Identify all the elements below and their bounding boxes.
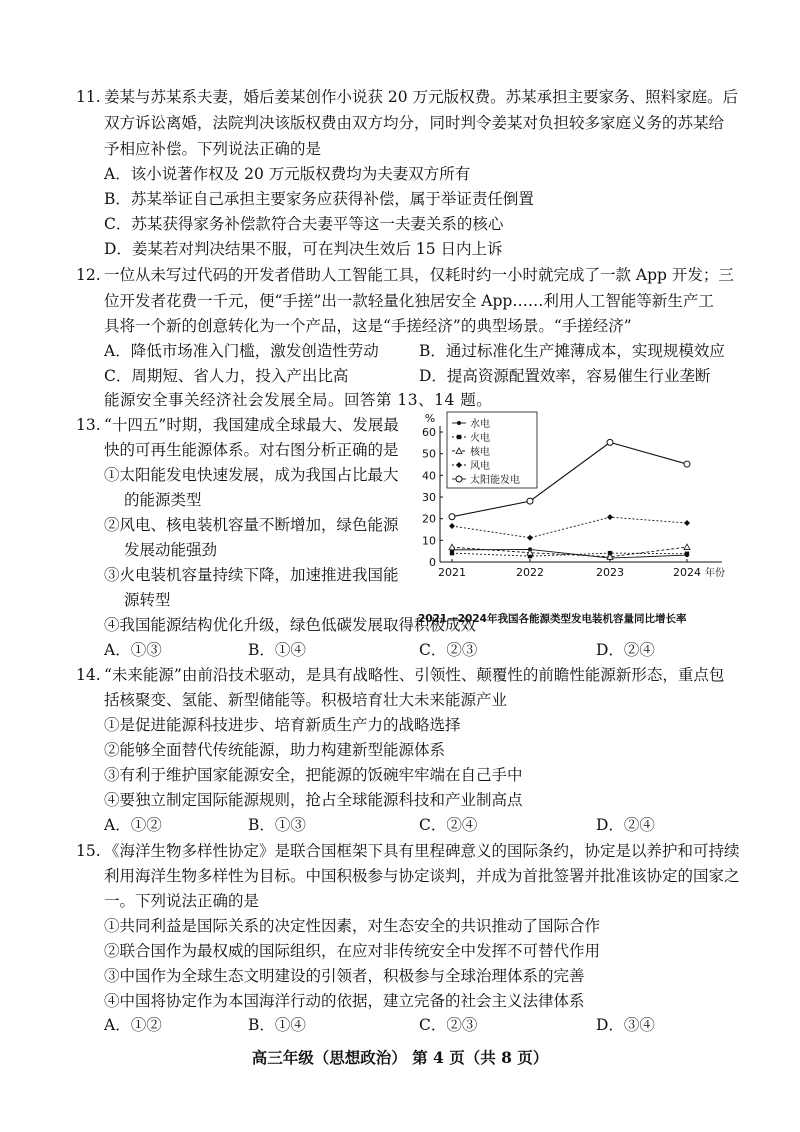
question-14-option-d: D．②④	[596, 816, 655, 834]
question-13-stem-line: 快的可再生能源体系。对右图分析正确的是	[104, 441, 399, 459]
page-footer: 高三年级（思想政治） 第 4 页（共 8 页）	[251, 1048, 549, 1067]
section-intro: 能源安全事关经济社会发展全局。回答第 13、14 题。	[104, 391, 493, 409]
y-axis-unit: %	[424, 412, 436, 425]
question-13-item-1: ①太阳能发电快速发展，成为我国占比最大	[104, 466, 399, 484]
data-point-square	[685, 552, 689, 556]
question-13-stem-line: “十四五”时期，我国建成全球最大、发展最	[104, 416, 399, 434]
question-15-option-a: A．①②	[104, 1016, 162, 1034]
question-14-item-2: ②能够全面替代传统能源，助力构建新型能源体系	[104, 741, 446, 759]
question-13-option-d: D．②④	[596, 641, 655, 659]
question-12-stem-line: 位开发者花费一千元，便“手搓”出一款轻量化独居安全 App……利用人工智能等新生产工	[104, 292, 714, 310]
question-12-option-a: A．降低市场准入门槛，激发创造性劳动	[104, 342, 379, 360]
series-line-diamond	[452, 517, 687, 538]
y-tick-label: 30	[422, 491, 436, 504]
data-point-diamond	[607, 514, 613, 520]
question-13-item-3-cont: 源转型	[124, 591, 171, 609]
question-15-stem-line: 一。下列说法正确的是	[104, 892, 260, 910]
question-12-option-d: D．提高资源配置效率，容易催生行业垄断	[419, 367, 711, 385]
x-tick-label: 2024	[673, 566, 701, 579]
question-11-number: 11.	[76, 88, 101, 106]
question-11-option-d: D．姜某若对判决结果不服，可在判决生效后 15 日内上诉	[104, 240, 503, 258]
question-12-stem-line: 具将一个新的创意转化为一个产品，这是“手搓经济”的典型场景。“手搓经济”	[104, 317, 632, 335]
y-tick-label: 20	[422, 512, 436, 526]
question-11-option-c: C．苏某获得家务补偿款符合夫妻平等这一夫妻关系的核心	[104, 215, 504, 233]
data-point-circle	[527, 498, 533, 504]
x-tick-label: 2023	[596, 566, 624, 579]
growth-rate-chart	[412, 410, 742, 628]
legend-label: 风电	[470, 461, 490, 472]
question-13-number: 13.	[76, 416, 101, 434]
data-point-square	[450, 551, 454, 555]
question-11-stem-line: 姜某与苏某系夫妻，婚后姜某创作小说获 20 万元版权费。苏某承担主要家务、照料家庭。后	[104, 88, 739, 106]
series-line-triangle	[452, 547, 687, 557]
question-14-item-3: ③有利于维护国家能源安全，把能源的饭碗牢牢端在自己手中	[104, 766, 523, 784]
y-tick-label: 0	[429, 556, 436, 569]
question-13-item-2-cont: 发展动能强劲	[124, 541, 218, 559]
question-14-item-4: ④要独立制定国际能源规则，抢占全球能源科技和产业制高点	[104, 791, 523, 809]
y-tick-label: 10	[422, 534, 436, 548]
legend-label: 太阳能发电	[470, 475, 520, 486]
question-13-item-3: ③火电装机容量持续下降，加速推进我国能	[104, 566, 399, 584]
question-11-option-a: A．该小说著作权及 20 万元版权费均为夫妻双方所有	[104, 165, 471, 183]
legend-label: 火电	[470, 433, 490, 444]
question-12-number: 12.	[76, 266, 101, 284]
question-13-item-4: ④我国能源结构优化升级，绿色低碳发展取得积极成效	[104, 616, 477, 634]
x-tick-label: 2021	[438, 566, 466, 579]
data-point-circle	[449, 514, 455, 520]
question-11-stem-line: 双方诉讼离婚，法院判决该版权费由双方均分，同时判令姜某对负担较多家庭义务的苏某给	[104, 114, 725, 132]
question-14-option-a: A．①②	[104, 816, 162, 834]
y-tick-label: 60	[422, 426, 436, 439]
question-15-number: 15.	[76, 842, 101, 860]
legend-marker	[456, 476, 462, 482]
series-line-dot	[452, 549, 687, 558]
y-tick-label: 40	[422, 469, 436, 483]
data-point-circle	[607, 439, 613, 445]
question-13-item-2: ②风电、核电装机容量不断增加，绿色能源	[104, 516, 399, 534]
data-point-circle	[684, 461, 690, 467]
y-tick-label: 50	[422, 447, 436, 461]
question-15-item-2: ②联合国作为最权威的国际组织，在应对非传统安全中发挥不可替代作用	[104, 942, 601, 960]
question-14-option-c: C．②④	[419, 816, 478, 834]
data-point-diamond	[449, 523, 455, 529]
question-12-option-c: C．周期短、省人力，投入产出比高	[104, 367, 349, 385]
data-point-diamond	[684, 520, 690, 526]
question-12-option-b: B．通过标准化生产摊薄成本，实现规模效应	[419, 342, 725, 360]
question-14-number: 14.	[76, 666, 101, 684]
question-13-option-a: A．①③	[104, 641, 162, 659]
question-14-stem-line: 括核聚变、氢能、新型储能等。积极培育壮大未来能源产业	[104, 691, 508, 709]
question-13-option-b: B．①④	[248, 641, 306, 659]
x-tick-label: 2022	[516, 566, 544, 579]
question-13-option-c: C．②③	[419, 641, 478, 659]
question-13-item-1-cont: 的能源类型	[124, 491, 202, 509]
legend-label: 水电	[470, 419, 490, 430]
question-15-option-c: C．②③	[419, 1016, 478, 1034]
chart-title: 2021—2024年我国各能源类型发电装机容量同比增长率	[418, 613, 687, 625]
question-14-stem-line: “未来能源”由前沿技术驱动，是具有战略性、引领性、颠覆性的前瞻性能源新形态，重点包	[104, 666, 725, 684]
data-point-diamond	[527, 535, 533, 541]
data-point-triangle	[684, 544, 690, 550]
question-12-stem-line: 一位从未写过代码的开发者借助人工智能工具，仅耗时约一小时就完成了一款 App 开发；三	[104, 266, 734, 284]
question-11-option-b: B．苏某举证自己承担主要家务应获得补偿，属于举证责任倒置	[104, 190, 534, 208]
question-15-stem-line: 《海洋生物多样性协定》是联合国框架下具有里程碑意义的国际条约，协定是以养护和可持续	[104, 842, 740, 860]
question-15-item-4: ④中国将协定作为本国海洋行动的依据，建立完备的社会主义法律体系	[104, 992, 585, 1010]
question-15-item-3: ③中国作为全球生态文明建设的引领者，积极参与全球治理体系的完善	[104, 967, 585, 985]
question-14-option-b: B．①③	[248, 816, 306, 834]
x-axis-label: 年份	[705, 568, 725, 579]
question-15-option-b: B．①④	[248, 1016, 306, 1034]
question-15-option-d: D．③④	[596, 1016, 655, 1034]
question-15-item-1: ①共同利益是国际关系的决定性因素，对生态安全的共识推动了国际合作	[104, 917, 601, 935]
question-11-stem-line: 予相应补偿。下列说法正确的是	[104, 140, 322, 158]
question-15-stem-line: 利用海洋生物多样性为目标。中国积极参与协定谈判，并成为首批签署并批准该协定的国家之	[104, 867, 740, 885]
legend-marker	[457, 435, 461, 439]
question-14-item-1: ①是促进能源科技进步、培育新质生产力的战略选择	[104, 716, 461, 734]
legend-label: 核电	[470, 447, 490, 458]
legend-marker	[457, 421, 461, 425]
